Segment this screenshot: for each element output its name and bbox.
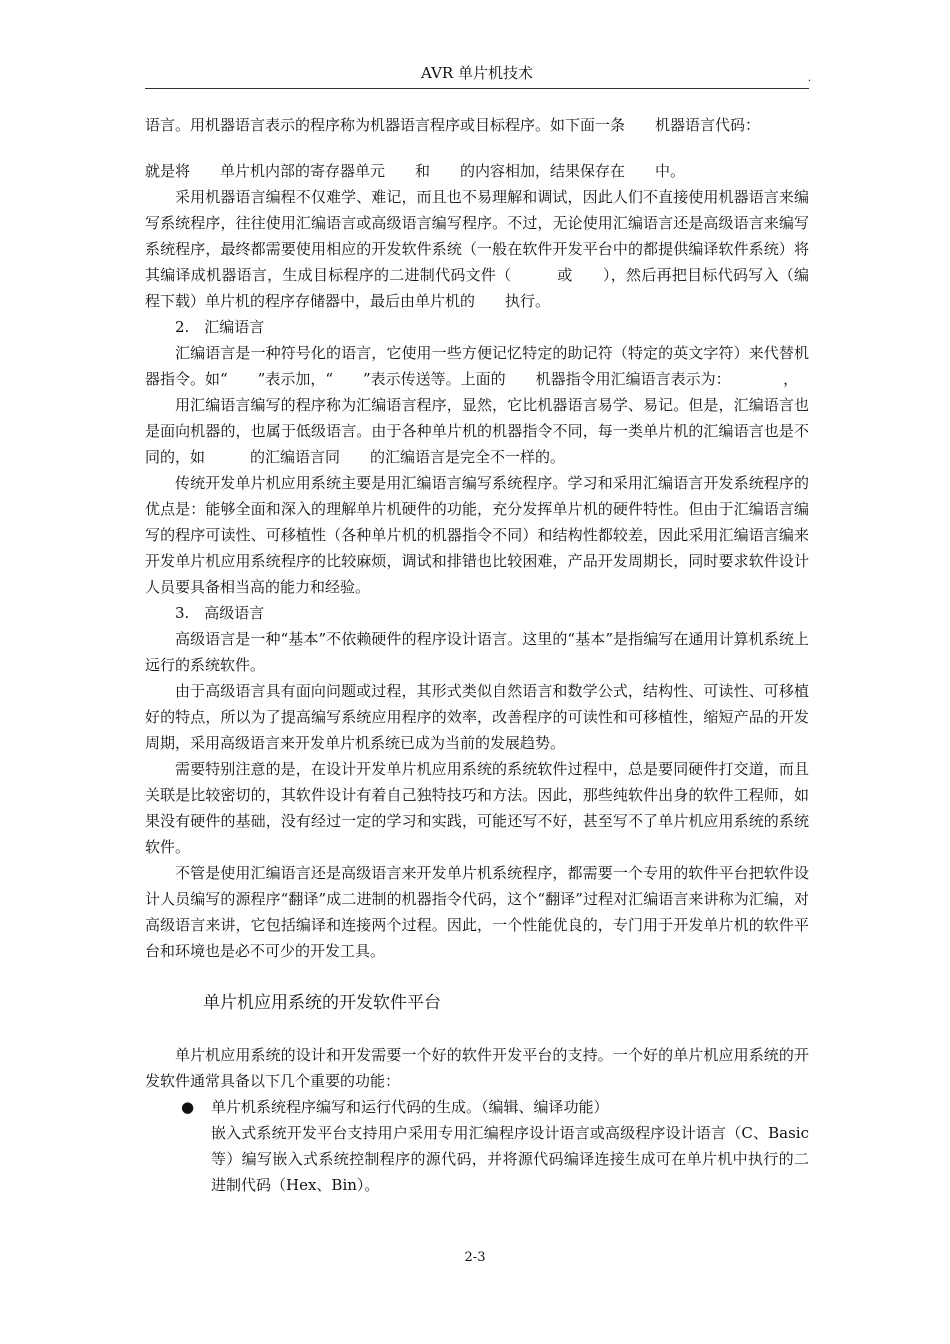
page-number: 2-3 xyxy=(464,1250,486,1265)
paragraph: 传统开发单片机应用系统主要是用汇编语言编写系统程序。学习和采用汇编语言开发系统程序的优点是：能够全面和深入的理解单片机硬件的功能，充分发挥单片机的硬件特性。但由于汇编语言编写的程序可读性、可移植性（各种单片机的机器指令不同）和结构性都较差，因此采用汇编语言编来开发单片机应用系统程序的比较麻烦，调试和排错也比较困难，产品开发周期长，同时要求软件设计人员要具备相当高的能力和经验。 xyxy=(145,474,809,596)
paragraph: 汇编语言是一种符号化的语言，它使用一些方便记忆特定的助记符（特定的英文字符）来代替机器指令。如“ ”表示加，“ ”表示传送等。上面的 机器指令用汇编语言表示为： ， xyxy=(145,344,809,388)
bullet-title: 单片机系统程序编写和运行代码的生成。（编辑、编译功能） xyxy=(211,1098,609,1116)
paragraph: 不管是使用汇编语言还是高级语言来开发单片机系统程序，都需要一个专用的软件平台把软件设计人员编写的源程序“翻译”成二进制的机器指令代码，这个“翻译”过程对汇编语言来讲称为汇编，对高级语言来讲，它包括编译和连接两个过程。因此，一个性能优良的，专门用于开发单片机的软件平台和环境也是必不可少的开发工具。 xyxy=(145,864,809,960)
paragraph: 采用机器语言编程不仅难学、难记，而且也不易理解和调试，因此人们不直接使用机器语言来编写系统程序，往往使用汇编语言或高级语言编写程序。不过，无论使用汇编语言还是高级语言来编写系统程序，最终都需要使用相应的开发软件系统（一般在软件开发平台中的都提供编译软件系统）将其编译成机器语言，生成目标程序的二进制代码文件（ 或 ），然后再把目标代码写入（编程下载）单片机的程序存储器中，最后由单片机的 执行。 xyxy=(145,188,809,310)
bullet-body: 嵌入式系统开发平台支持用户采用专用汇编程序设计语言或高级程序设计语言（C、Basic 等）编写嵌入式系统控制程序的源代码，并将源代码编译连接生成可在单片机中执行的二进制代码（Hex、Bin）。 xyxy=(211,1124,809,1194)
bullet-item xyxy=(145,1094,809,1120)
page-body xyxy=(145,112,809,1198)
section-title: 单片机应用系统的开发软件平台 xyxy=(203,993,441,1013)
header-mark: . xyxy=(807,73,811,84)
paragraph: 由于高级语言具有面向问题或过程，其形式类似自然语言和数学公式，结构性、可读性、可移植好的特点，所以为了提高编写系统应用程序的效率，改善程序的可读性和可移植性，缩短产品的开发周期，采用高级语言来开发单片机系统已成为当前的发展趋势。 xyxy=(145,682,809,752)
code-gap xyxy=(145,138,809,158)
bullet-icon: ● xyxy=(181,1098,195,1116)
subheading-assembly: 2. 汇编语言 xyxy=(175,318,265,336)
paragraph: 就是将 单片机内部的寄存器单元 和 的内容相加，结果保存在 中。 xyxy=(145,162,686,180)
paragraph: 用汇编语言编写的程序称为汇编语言程序，显然，它比机器语言易学、易记。但是，汇编语言也是面向机器的，也属于低级语言。由于各种单片机的机器指令不同，每一类单片机的汇编语言也是不同的，如 的汇编语言同 的汇编语言是完全不一样的。 xyxy=(145,396,809,466)
page-header xyxy=(145,58,809,89)
paragraph: 高级语言是一种“基本”不依赖硬件的程序设计语言。这里的“基本”是指编写在通用计算机系统上远行的系统软件。 xyxy=(145,630,809,674)
header-title: AVR 单片机技术 xyxy=(421,64,533,82)
subheading-high-level: 3. 高级语言 xyxy=(175,604,265,622)
paragraph: 语言。用机器语言表示的程序称为机器语言程序或目标程序。如下面一条 机器语言代码： xyxy=(145,116,761,134)
section-intro: 单片机应用系统的设计和开发需要一个好的软件开发平台的支持。一个好的单片机应用系统的开发软件通常具备以下几个重要的功能： xyxy=(145,1046,809,1090)
paragraph: 需要特别注意的是，在设计开发单片机应用系统的系统软件过程中，总是要同硬件打交道，而且关联是比较密切的，其软件设计有着自己独特技巧和方法。因此，那些纯软件出身的软件工程师，如果没有硬件的基础，没有经过一定的学习和实践，可能还写不好，甚至写不了单片机应用系统的系统软件。 xyxy=(145,760,809,856)
